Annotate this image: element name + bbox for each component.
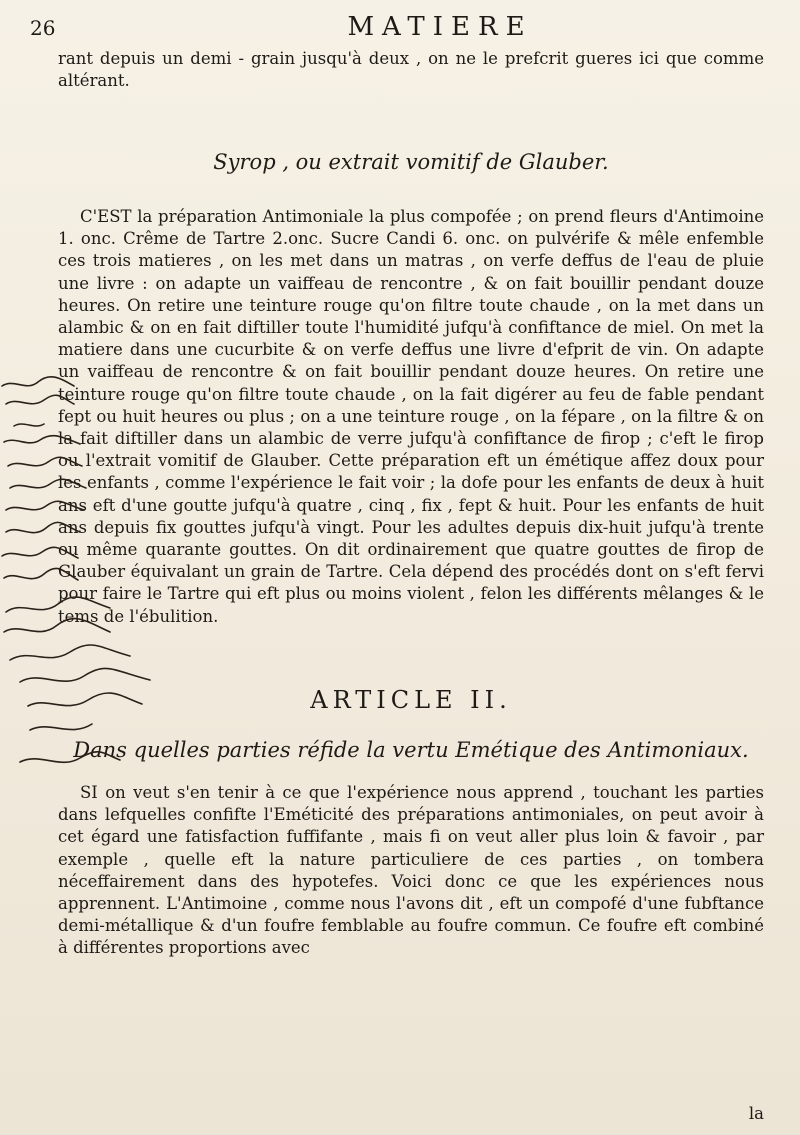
margin-scribble-3 [14, 424, 44, 426]
page-header [30, 12, 790, 42]
margin-scribble-14 [20, 668, 150, 682]
page-number: 26 [30, 16, 56, 40]
article-title: Dans quelles parties réfide la vertu Emétique des Antimoniaux. [73, 738, 749, 762]
article-paragraph: SI on veut s'en tenir à ce que l'expérience nous apprend , touchant les parties dans lefquelles confifte l'Eméticité des préparations antimoniales, on peut avoir à cet égard une fatisfaction fuffifante , mais fi on veut aller plus loin & favoir , par exemple , quelle eft la nature particuliere de ces parties , on tombera néceffairement dans des hypotefes. Voici donc ce que les expériences nous apprennent. L'Antimoine , comme nous l'avons dit , eft un compofé d'une fubftance demi-métallique & d'un foufre femblable au foufre commun. Ce foufre eft combiné à différentes proportions avec [58, 783, 764, 958]
intro-paragraph: rant depuis un demi - grain jusqu'à deux , on ne le prefcrit gueres ici que comme altérant. [58, 49, 764, 91]
margin-scribble-13 [10, 645, 130, 660]
margin-scribble-16 [30, 724, 92, 730]
article-heading: ARTICLE II. [310, 686, 512, 714]
running-head: MATIERE [347, 12, 533, 42]
section-title: Syrop , ou extrait vomitif de Glauber. [213, 150, 609, 174]
catchword: la [748, 1104, 764, 1123]
section-paragraph: C'EST la préparation Antimoniale la plus compofée ; on prend fleurs d'Antimoine 1. onc. Crême de Tartre 2.onc. Sucre Candi 6. onc. on pulvérife & mêle enfemble ces trois matieres , on les met dans un matras , on verfe deffus de l'eau de pluie une livre : on adapte un vaiffeau de rencontre , & on fait bouillir pendant douze heures. On retire une teinture rouge qu'on filtre toute chaude , on la met dans un alambic & on en fait diftiller toute l'humidité jufqu'à confiftance de miel. On met la matiere dans une cucurbite & on verfe deffus une livre d'efprit de vin. On adapte un vaiffeau de rencontre & on fait bouillir pendant douze heures. On retire une teinture rouge qu'on filtre toute chaude , on la fait digérer au feu de fable pendant fept ou huit heures ou plus ; on a une teinture rouge , on la fépare , on la filtre & on la fait diftiller dans un alambic de verre jufqu'à confiftance de firop ; c'eft le firop ou l'extrait vomitif de Glauber. Cette préparation eft un émétique affez doux pour les enfants , comme l'expérience le fait voir ; la dofe pour les enfants de deux à huit ans eft d'une goutte jufqu'à quatre , cinq , fix , fept & huit. Pour les enfants de huit ans depuis fix gouttes jufqu'à vingt. Pour les adultes depuis dix-huit jufqu'à trente ou même quarante gouttes. On dit ordinairement que quatre gouttes de firop de Glauber équivalant un grain de Tartre. Cela dépend des procédés dont on s'eft fervi pour faire le Tartre qui eft plus ou moins violent , felon les différents mêlanges & le tems de l'ébulition. [58, 207, 764, 626]
